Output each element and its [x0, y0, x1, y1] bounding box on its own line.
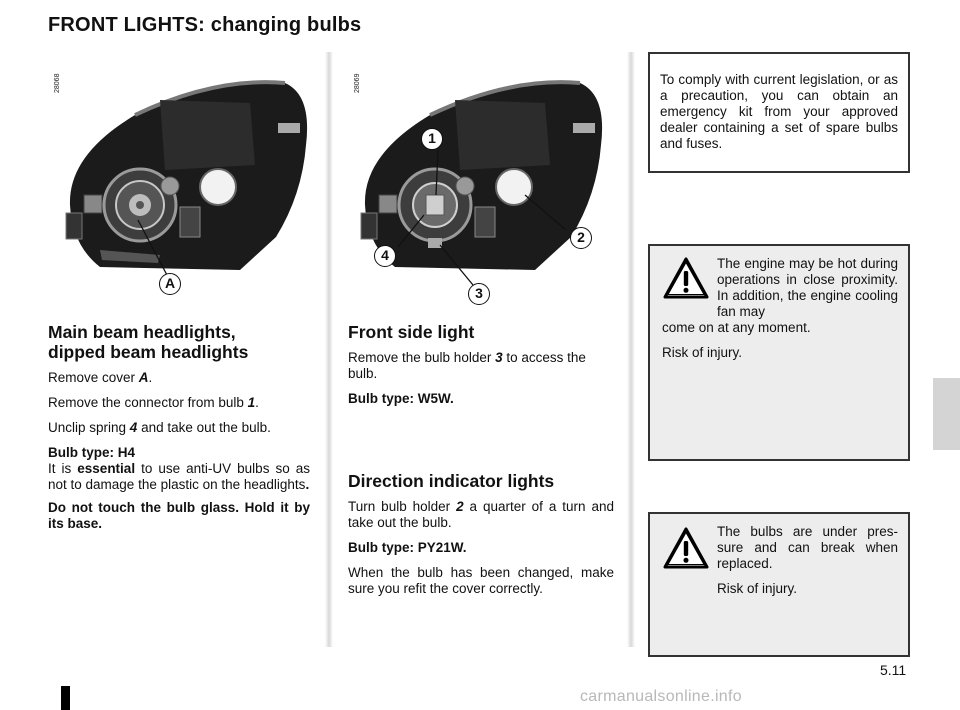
corner-mark: [61, 686, 70, 710]
headlight-illustration: [40, 55, 330, 305]
note-text: The engine may be hot during operations in close proximity. In addition, the engine cooling fan may: [717, 256, 898, 319]
page-title: FRONT LIGHTS: changing bulbs: [48, 14, 362, 36]
callout-2: 2: [570, 227, 592, 249]
page-number: 5.11: [880, 662, 907, 678]
headlight-figure-left: [40, 55, 330, 305]
section-heading: [48, 322, 310, 362]
bulb-type: Bulb type: W5W.: [348, 391, 454, 406]
figure-number: 28068: [54, 73, 61, 93]
chapter-thumb-tab: [933, 378, 960, 450]
main-beam-section: [48, 322, 310, 541]
indicator-section: [348, 471, 614, 606]
instruction-step: Remove cover A.: [48, 370, 153, 385]
bulb-type: Bulb type: H4: [48, 445, 136, 460]
headlight-illustration: [340, 55, 625, 305]
column-divider: [627, 52, 635, 647]
callout-4: 4: [374, 245, 396, 267]
bulb-type: Bulb type: PY21W.: [348, 540, 467, 555]
section-heading: Direction indicator lights: [348, 471, 555, 491]
front-side-section: [348, 322, 614, 416]
note-text: Risk of injury.: [662, 345, 743, 360]
figure-number: 28069: [354, 73, 361, 93]
refit-note: When the bulb has been changed, make sure you refit the cover correctly.: [348, 565, 614, 596]
callout-3: 3: [468, 283, 490, 305]
legislation-note: [648, 52, 910, 173]
callout-1: 1: [421, 128, 443, 150]
warning-triangle-icon: [662, 526, 710, 570]
heading-line: dipped beam headlights: [48, 342, 249, 362]
heading-line: Main beam headlights,: [48, 322, 236, 342]
instruction-step: Turn bulb holder 2 a quarter of a turn and take out the bulb.: [348, 499, 615, 530]
glass-warning: Do not touch the bulb glass. Hold it by its base.: [48, 500, 310, 531]
note-text: The bulbs are under pres-sure and can break when replaced.: [717, 524, 898, 571]
note-text: To comply with current legislation, or as a precaution, you can obtain an emergency kit from your approved dealer containing a set of spare bulbs and fuses.: [660, 72, 898, 151]
instruction-step: Remove the connector from bulb 1.: [48, 395, 259, 410]
bulb-type-paragraph: Bulb type: H4 It is essential to use anti-UV bulbs so as not to damage the plastic on the headlights.: [48, 445, 310, 492]
pressure-warning-box: [648, 512, 910, 657]
watermark: carmanualsonline.info: [580, 688, 742, 705]
instruction-step: Unclip spring 4 and take out the bulb.: [48, 420, 271, 435]
instruction-step: Remove the bulb holder 3 to access the bulb.: [348, 350, 586, 381]
warning-triangle-icon: [662, 256, 710, 300]
note-text: Risk of injury.: [717, 581, 798, 596]
headlight-figure-right: [340, 55, 625, 305]
note-text: come on at any moment.: [662, 320, 811, 335]
section-heading: Front side light: [348, 322, 475, 342]
callout-a: A: [159, 273, 181, 295]
engine-warning-box: [648, 244, 910, 461]
